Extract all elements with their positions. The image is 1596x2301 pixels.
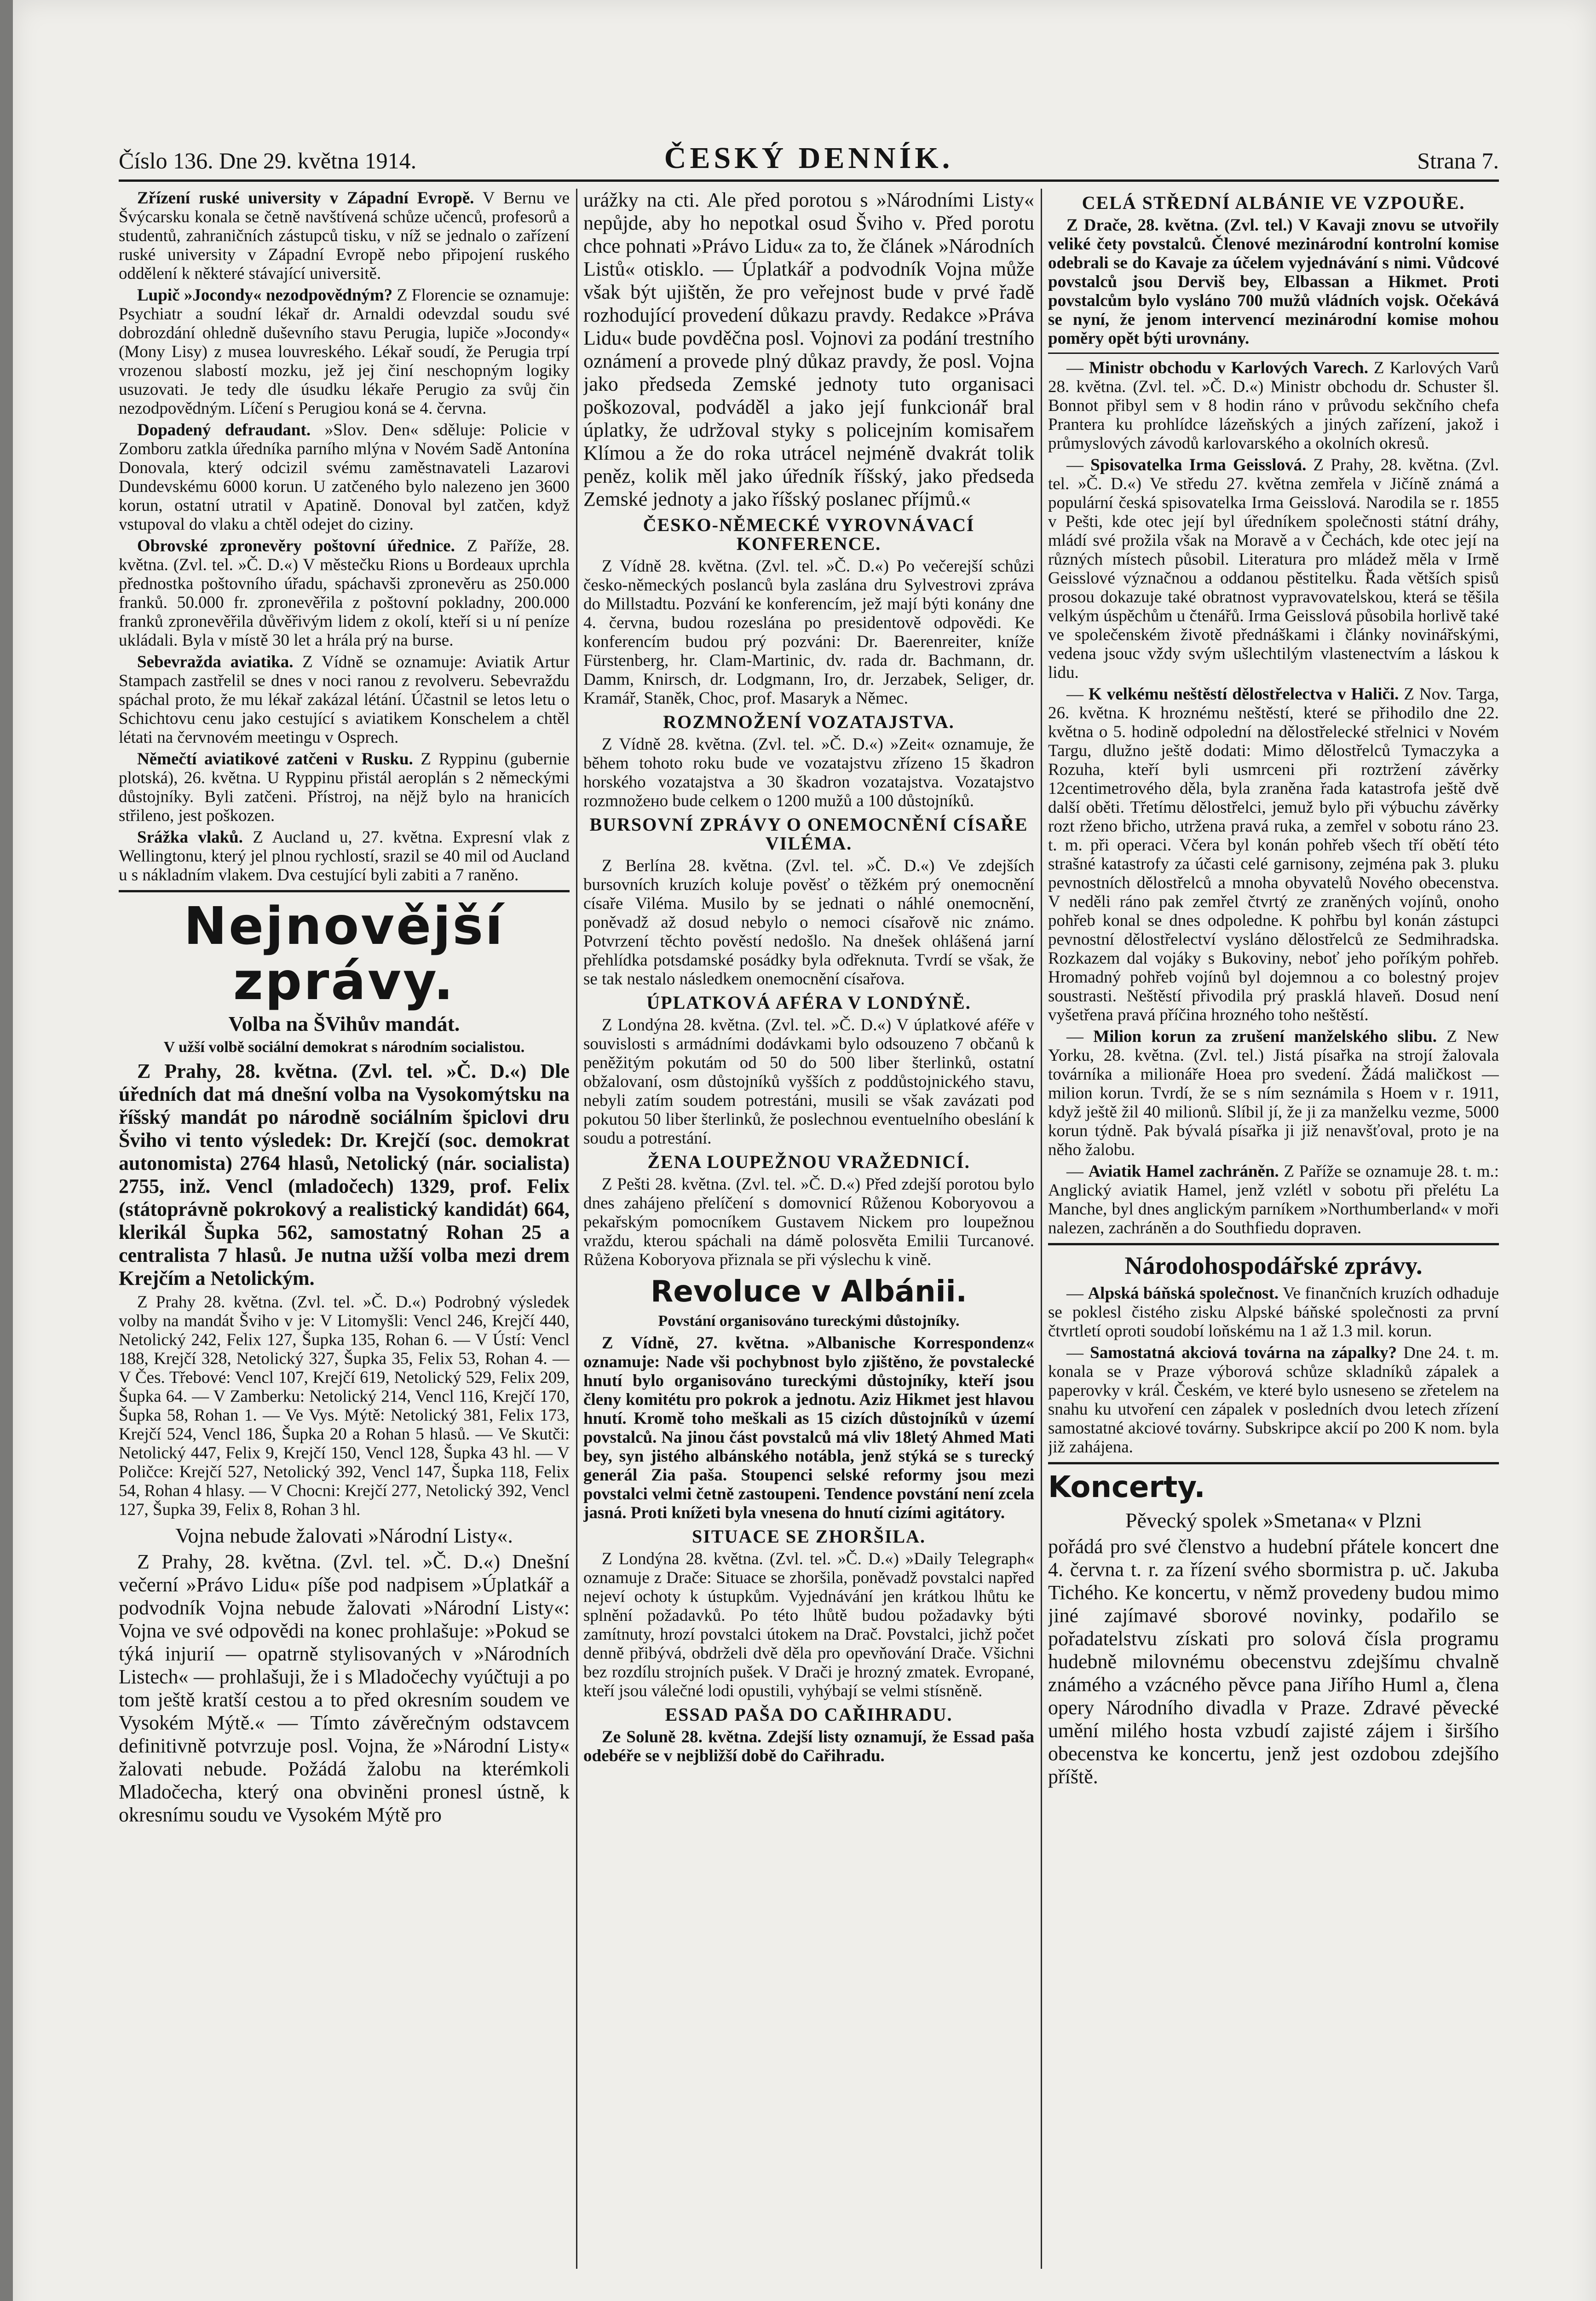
column-3 (1048, 189, 1499, 2278)
article-text: Z Aucland u, 27. května. Expresní vlak z Wellingtonu, který jel plnou rychlostí, srazil se 40 mil od Aucland u s nákladním vlakem. Dva cestující byli zabiti a 7 raněno. (119, 828, 570, 885)
section-title: Koncerty. (1048, 1470, 1205, 1504)
article-text: Ve finančních kruzích odhaduje se poklesl čistého zisku Alpské báňské společnosti za první čtvrtletí oproti soudobí loňskému na 1 až 1.3 mil. korun. (1048, 1284, 1499, 1341)
divider (1048, 353, 1499, 354)
article-headline: Milion korun za zrušení manželského slibu. (1093, 1027, 1437, 1046)
article: — Aviatik Hamel zachráněn. Z Paříže se oznamuje 28. t. m.: Anglický aviatik Hamel, jenž vzlétl v sobotu při přelétu La Manche, byl dnes anglickým parníkem »Northumberland« v moři nalezen, zachráněn a do Southfiedu dopraven. (1048, 1162, 1499, 1237)
article (119, 286, 570, 418)
article-text: Z Berlína 28. května. (Zvl. tel. »Č. D.«) Ve zdejších bursovních kruzích koluje pověsť o těžkém prý onemocnění císaře Viléma. Musilo by se jednati o náhlé onemocnění, poněvadž až dosud nebylo o nemoci císařově nic známo. Potvrzení těchto pověstí nedošlo. Na dnešek ohlášená jarní přehlídka potsdamské posádky byla odřeknuta. Tvrdí se však, že se tak nestalo následkem onemocnění císařova. (583, 856, 1034, 989)
article-text: Z Karlových Varů 28. května. (Zvl. tel. »Č. D.«) Ministr obchodu dr. Schuster šl. Bonnot přibyl sem v 8 hodin ráno v průvodu sekčního chefa Prantera ku prohlídce lázeňských a jiných zařízení, jakož i průmyslových závodů karlovarského a okolních okresů. (1048, 358, 1499, 453)
headline: Pěvecký spolek »Smetana« v Plzni (1125, 1509, 1422, 1532)
article-text: Z Florencie se oznamuje: Psychiatr a soudní lékař dr. Arnaldi odevzdal soudu své dobrozdání ohledně duševního stavu Perugia, lupiče »Jocondy« (Mony Lisy) z musea louvreského. Lékař soudí, že Perugia trpí vrozenou slabostí mozku, jež jej činí neschopným logiky usuzovati. Je tedy dle úsudku lékaře Perugio za svůj čin nezodpovědným. Líčení s Perugiou koná se 4. června. (119, 286, 570, 418)
article-headline: Dopadený defraudant. (137, 421, 311, 439)
section-divider (119, 890, 570, 892)
article-text: Z Nov. Targa, 26. května. K hroznému neštěstí, které se přihodilo dne 22. května o 5. hodině odpolední na dělostřelecké střelnici v Novém Targu, dlužno ještě dodati: Mimo dělostřelců Tymaczyka a Rozuha, kteří byli usmrceni při roztržení závěrky 12centimetrového děla, byla zraněna řada katastrofa ještě dvě další oběti. Třetímu dělostřelci, jemuž bylo při výbuchu závěrky rozt rženo břicho, utržena pravá ruka, a zemřel v sobotu ráno 23. t. m. při operaci. Včera byl konán pohřeb všech tří obětí této strašné katastrofy za účasti celé garnisony, zejména pak 3. pluku pevnostních dělostřelců a mnoha obyvatelů Nového obecenstva. V neděli ráno pak zemřel čtvrtý ze zraněných vojínů, onoho pohřeb konal se dnes odpoledne. K pohřbu byl konán zástupci pevnostní dělostřelectví vysláno dělostřelců ze Sedmihradska. Rozkazem dal vojáky s Bukoviny, neboť jeho poříkým pohřeb. Hromadný pohřeb vojínů byl dojemnou a co bolestný projev soustrasti. Neštěstí přivodila prý prasklá hlaveň. Dosud není vyšetřena pravá příčina hrozného toho neštěstí. (1048, 685, 1499, 1024)
article-text: Z Londýna 28. května. (Zvl. tel. »Č. D.«) V úplatkové aféře v souvislosti s armádními dodávkami bylo odsouzeno 7 občanů k peněžitým pokutám od 50 do 500 liber šterlinků, ostatní obžalovaní, osm důstojníků vyšších z poddůstojnického stavu, nebyli zatím soudem potrestáni, musili se však zavázati pod pokutou 50 liber šterlinků, že poslechnou eventuelního obeslání k soudu a potrestání. (583, 1016, 1034, 1148)
subheadline: V užší volbě sociální demokrat s národním socialistou. (163, 1039, 525, 1056)
article (119, 828, 570, 885)
article-headline: Lupič »Jocondy« nezodpovědným? (137, 286, 393, 305)
article: — Alpská báňská společnost. Ve finančních kruzích odhaduje se poklesl čistého zisku Alpské báňské společnosti za první čtvrtletí oproti soudobí loňskému na 1 až 1.3 mil. korun. (1048, 1284, 1499, 1341)
article-text: Z Ryppinu (gubernie plotská), 26. května. U Ryppinu přistál aeroplán s 2 německými důstojníky. Byli zatčeni. Přístroj, na nějž bylo na hranicích střileno, jest poškozen. (119, 750, 570, 825)
article-headline: Srážka vlaků. (137, 828, 243, 847)
column-rule (1041, 189, 1042, 2269)
article: — Milion korun za zrušení manželského slibu. Z New Yorku, 28. května. (Zvl. tel.) Jistá písařka na strojí žalovala továrníka a milionáře Hoea pro svedení. Žádá maličkost — milion korun. Tvrdí, že se s ním seznámila s Hoem v r. 1911, když ještě žil 40 milionů. Slíbil jí, že ji za manželku vezme, 5000 korun týdně. Pak bývalá písařka ji již nenavšťoval, proto je na něho žalobu. (1048, 1027, 1499, 1159)
article-headline: Sebevražda aviatika. (137, 653, 294, 671)
page-header (119, 138, 1499, 182)
article-headline: Němečtí aviatikové zatčeni v Rusku. (137, 750, 413, 769)
article-text: Z Paříže se oznamuje 28. t. m.: Anglický aviatik Hamel, jenž vzlétl v sobotu při přelétu La Manche, byl dnes anglickým parníkem »Northumberland« v moři nalezen, zachráněn a do Southfiedu dopraven. (1048, 1162, 1499, 1237)
article (119, 750, 570, 825)
headline: ŽENA LOUPEŽNOU VRAŽEDNICÍ. (647, 1151, 970, 1172)
section-title: Revoluce v Albánii. (651, 1275, 967, 1309)
article-text: Z Londýna 28. května. (Zvl. tel. »Č. D.«) »Daily Telegraph« oznamuje z Drače: Situace se zhoršila, poněvadž povstalci napřed nejeví ochoty k ústupkům. Vyjednávání jen krátkou lhůtu ke splnění požadavků. Po této lhůtě budou požadavky býti zamítnuty, hrozí povstalci útokem na Drač. Povstalci, jichž počet denně přibývá, obdrželi dvě děla pro opevňování Drače. Všichni bez rozdílu strojních pušek. V Drači je hrozný zmatek. Evropané, kteří jsou válečné lodi opustili, vyhýbají se velmi stísněně. (583, 1549, 1034, 1700)
article-text: pořádá pro své členstvo a hudební přátele koncert dne 4. června t. r. za řízení svého sbormistra p. uč. Jakuba Tichého. Ke koncertu, v němž provedeny budou mimo jiné zajímavé sborové novinky, podařilo se pořadatelstvu získati pro solová čísla programu hudebně milovnému obecenstvu zdejšímu chvalně známého a vzácného pěvce pana Jiřího Huml a, člena opery Národního divadla v Praze. Zdravé pěvecké umění milého hosta vzbudí zajisté zájem i širšího obecenstva ke koncertu, jenž jest ozdobou zdejšího příště. (1048, 1535, 1499, 1788)
headline: SITUACE SE ZHORŠILA. (692, 1526, 926, 1547)
article: — Spisovatelka Irma Geisslová. Z Prahy, 28. května. (Zvl. tel. »Č. D.«) Ve středu 27. května zemřela v Jičíně známá a populární česká spisovatelka Irma Geisslová. Narodila se r. 1855 v Pešti, kde otec její byl úředníkem společnosti státní dráhy, mládí své prožila však na Moravě a v Čechách, kde otec její na různých místech působil. Literatura pro mládež měla v Irmě Geisslové význačnou a oddanou pěstitelku. Řada větších spisů prosou dokazuje také obratnost vypravovatelskou, která se těšila velkým úspěchům u čtenářů. Irma Geisslová působila horlivě také ve společenském životě přednáškami i články novinářskými, vedena jsouc vždy svým ušlechtilým vlastenectvím a láskou k lidu. (1048, 456, 1499, 682)
article-text: Z Prahy 28. května. (Zvl. tel. »Č. D.«) Podrobný výsledek volby na mandát Šviho v je: V Litomyšli: Vencl 246, Krejčí 440, Netolický 242, Felix 127, Šupka 135, Rohan 6. — V Ústí: Vencl 188, Krejčí 328, Netolický 327, Šupka 35, Felix 53, Rohan 4. — V Čes. Třebové: Vencl 107, Krejčí 619, Netolický 529, Felix 209, Šupka 64. — V Zamberku: Netolický 214, Vencl 116, Krejčí 170, Šupka 58, Rohan 1. — Ve Vys. Mýtě: Netolický 381, Felix 173, Krejčí 524, Vencl 186, Šupka 20 a Rohan 5 hlasů. — Ve Skutči: Netolický 447, Felix 9, Krejčí 150, Vencl 128, Šupka 43 hl. — V Poličce: Krejčí 527, Netolický 392, Vencl 147, Šupka 118, Felix 54, Rohan 4 hlasy. — V Chocni: Krejčí 277, Netolický 392, Vencl 127, Šupka 39, Felix 8, Rohan 3 hl. (119, 1293, 570, 1519)
lead-article-text: Z Prahy, 28. května. (Zvl. tel. »Č. D.«) Dle úředních dat má dnešní volba na Vysokomýtsku na říšský mandát po národně sociálním špiclovi dru Šviho vi tento výsledek: Dr. Krejčí (soc. demokrat autonomista) 2764 hlasů, Netolický (nár. socialista) 2755, inž. Vencl (mladočech) 1329, prof. Felix (státoprávně pokrokový a realistický kandidát) 664, klerikál Šupka 562, samostatný Rohan 25 a centralista 7 hlasů. Je nutna užší volba mezi drem Krejčím a Netolickým. (119, 1060, 570, 1289)
article-headline: Aviatik Hamel zachráněn. (1088, 1162, 1279, 1181)
article-text: Z Pešti 28. května. (Zvl. tel. »Č. D.«) Před zdejší porotou bylo dnes zahájeno přelíčení s domovnicí Růženou Koboryovou a pekařským pomocníkem Gustavem Nickem pro loupežnou vraždu, kterou spáchali na dámě polosvěta Emilii Turcanové. Růžena Koboryova přiznala se při výslechu k vině. (583, 1175, 1034, 1269)
article: — K velkému neštěstí dělostřelectva v Haliči. Z Nov. Targa, 26. května. K hroznému neštěstí, které se přihodilo dne 22. května o 5. hodině odpolední na dělostřelecké střelnici v Novém Targu, dlužno ještě dodati: Mimo dělostřelců Tymaczyka a Rozuha, kteří byli usmrceni při roztržení závěrky 12centimetrového děla, byla zraněna řada katastrofa ještě dvě další oběti. Třetímu dělostřelci, jemuž bylo při výbuchu závěrky rozt rženo břicho, utržena pravá ruka, a zemřel v sobotu ráno 23. t. m. při operaci. Včera byl konán pohřeb všech tří obětí této strašné katastrofy za účasti celé garnisony, zejména pak 3. pluku pevnostních dělostřelců a mnoha obyvatelů Nového obecenstva. V neděli ráno pak zemřel čtvrtý ze zraněných vojínů, onoho pohřeb konal se dnes odpoledne. K pohřbu byl konán zástupci pevnostní dělostřelectví vysláno dělostřelců ze Sedmihradska. Rozkazem dal vojáky s Bukoviny, neboť jeho poříkým pohřeb. Hromadný pohřeb vojínů byl dojemnou a co bolestný projev soustrasti. Neštěstí přivodila prý prasklá hlaveň. Dosud není vyšetřena pravá příčina hrozného toho neštěstí. (1048, 685, 1499, 1024)
article (119, 537, 570, 650)
article-text: »Slov. Den« sděluje: Policie v Zomboru zatkla úředníka parního mlýna v Novém Sadě Antonína Donovala, který odcizil svému zaměstnavateli Lazarovi Dundevskému 6000 korun. U zatčeného bylo nalezeno jen 3600 korun, ostatní utratil v Apatině. Donoval byl zatčen, když vstupoval do vlaku a chtěl odejet do ciziny. (119, 421, 570, 534)
article (119, 421, 570, 534)
headline: ROZMNOŽENÍ VOZATAJSTVA. (663, 711, 955, 732)
column-rule (576, 189, 577, 2269)
article (119, 653, 570, 747)
article-text: Z New Yorku, 28. května. (Zvl. tel.) Jistá písařka na strojí žalovala továrníka a milionáře Hoea pro svedení. Žádá maličkost — milion korun. Tvrdí, že se s ním seznámila s Hoem v r. 1911, když ještě žil 40 milionů. Slíbil jí, že ji za manželku vezme, 5000 korun týdně. Pak bývalá písařka ji již nenavšťoval, proto je na něho žalobu. (1048, 1027, 1499, 1159)
article-text: Ze Soluně 28. května. Zdejší listy oznamují, že Essad paša odebéře se v nejbližší době do Cařihradu. (583, 1728, 1034, 1765)
headline: BURSOVNÍ ZPRÁVY O ONEMOCNĚNÍ CÍSAŘE VILÉMA. (589, 814, 1028, 854)
article (119, 189, 570, 283)
column-1 (119, 189, 570, 2278)
headline: Volba na ŠVihův mandát. (228, 1012, 460, 1035)
article: — Samostatná akciová továrna na zápalky? Dne 24. t. m. konala se v Praze výborová schůze skladníků zápalek a paperovky v král. Českém, ve které bylo usneseno se zřetelem na snahu ku utvoření cen zápalek v posledních dvou letech zřízení samostatné akciové továrny. Subskripce akcií po 200 K nom. byla již zahájena. (1048, 1343, 1499, 1457)
article-headline: Obrovské zpronevěry poštovní úřednice. (137, 537, 455, 555)
article-text: Z Drače, 28. května. (Zvl. tel.) V Kavaji znovu se utvořily veliké čety povstalců. Členové mezinárodní kontrolní komise odebrali se do Kavaje za účelem vyjednávání s nimi. Vůdcové povstalců jsou Derviš bey, Elbassan a Hikmet. Proti povstalcům bylo vysláno 700 mužů vládních vojsk. Očekává se nyní, že jenom intervencí mezinárodní komise mohou poměry opět býti urovnány. (1048, 216, 1499, 348)
headline: Vojna nebude žalovati »Národní Listy«. (175, 1524, 513, 1547)
headline: ESSAD PAŠA DO CAŘIHRADU. (665, 1704, 953, 1725)
article-text: Z Vídně, 27. května. »Albanische Korrespondenz« oznamuje: Nade vši pochybnost bylo zjištěno, že povstalecké hnutí bylo organisováno tureckými důstojníky, kteří jsou členy komitétu pro pokrok a jednotu. Aziz Hikmet jest hlavou hnutí. Kromě toho meškali as 15 cizích důstojníků v území povstalců. Na jinou část povstalců má vliv 18letý Ahmed Mati bey, syn jistého albánského notábla, jenž stýká se s turecký generál Zia paša. Stoupenci selské reformy jsou mezi povstalci velmi četně zastoupeni. Tendence povstání není zcela jasná. Proti knížeti byla vnesena do hnutí cizími agitátory. (583, 1334, 1034, 1522)
page-number: Strana 7. (1417, 148, 1499, 173)
article-headline: Zřízení ruské university v Západní Evropě. (137, 189, 474, 208)
article-headline: Alpská báňská společnost. (1088, 1284, 1279, 1303)
article-text: Z Vídně se oznamuje: Aviatik Artur Stampach zastřelil se dnes v noci ranou z revolveru. Sebevraždu spáchal proto, že mu lékař zakázal létání. Účastnil se letos letu o Schichtovu cenu jako cestující s aviatikem Konschelem a chtěl létati na červnovém meetingu v Osprech. (119, 653, 570, 747)
issue-date: Číslo 136. Dne 29. května 1914. (119, 148, 417, 173)
section-title: Nejnovější zprávy. (184, 896, 505, 1012)
article-text: Z Vídně 28. května. (Zvl. tel. »Č. D.«) Po večerejší schůzi česko-německých poslanců byla zaslána dru Sylvestrovi zpráva do Millstadtu. Pozvání ke konferencím, jež mají býti konány dne 4. června, budou rozeslána po presidentově odpovědi. Ke konferencím budou prý pozváni: Dr. Baerenreiter, kníže Fürstenberg, hr. Clam-Martinic, dv. rada dr. Bachmann, dr. Damm, Knirsch, dr. Lodgmann, Iro, dr. Jerzabek, Seliger, dr. Kramář, Staněk, Choc, prof. Masaryk a Němec. (583, 557, 1034, 708)
section-title: Národohospodářské zprávy. (1124, 1252, 1423, 1279)
headline: ÚPLATKOVÁ AFÉRA V LONDÝNĚ. (646, 992, 971, 1013)
masthead-title: ČESKÝ DENNÍK. (664, 141, 954, 175)
article-text: V Bernu ve Švýcarsku konala se četně navštívená schůze učenců, profesorů a studentů, zahraničních zástupců tisku, v níž se jednalo o zařízení ruské university v Západní Evropě nebo připojení ruského oddělení k některé stávající universitě. (119, 189, 570, 283)
article-headline: K velkému neštěstí dělostřelectva v Haliči. (1088, 685, 1399, 704)
headline: CELÁ STŘEDNÍ ALBÁNIE VE VZPOUŘE. (1082, 192, 1465, 213)
section-divider (1048, 1243, 1499, 1245)
article-headline: Spisovatelka Irma Geisslová. (1090, 456, 1307, 474)
article-text: Z Prahy, 28. května. (Zvl. tel. »Č. D.«) Ve středu 27. května zemřela v Jičíně známá a populární česká spisovatelka Irma Geisslová. Narodila se r. 1855 v Pešti, kde otec její byl úředníkem společnosti státní dráhy, mládí své prožila však na Moravě a v Čechách, kde otec její na různých místech působil. Literatura pro mládež měla v Irmě Geisslové význačnou a oddanou pěstitelku. Řada větších spisů prosou dokazuje také obratnost vypravovatelskou, která se těšila velkým úspěchům u čtenářů. Irma Geisslová působila horlivě také ve společenském životě přednáškami i články novinářskými, vedena jsouc vždy svým ušlechtilým vlastenectvím a láskou k lidu. (1048, 456, 1499, 682)
article-text: Z Prahy, 28. května. (Zvl. tel. »Č. D.«) Dnešní večerní »Právo Lidu« píše pod nadpisem »Úplatkář a podvodník Vojna nebude žalovati »Národní Listy«: Vojna ve své odpovědi na konec prohlašuje: »Pokud se týká injurií — opatrně stylisovaných v »Národních Listech« — prohlašuji, že i s Mladočechy vyúčtuji a po tom ještě kratší cestou a to před okresním soudem ve Vysokém Mýtě.« — Tímto závěrečným odstavcem definitivně potvrzuje posl. Vojna, že »Národní Listy« žalovati nebude. Požádá žalobu na kterémkoli Mladočecha, který ona obviněni pronesl ústně, k okresnímu soudu ve Vysokém Mýtě pro (119, 1550, 570, 1826)
article-text: Dne 24. t. m. konala se v Praze výborová schůze skladníků zápalek a paperovky v král. Českém, ve které bylo usneseno se zřetelem na snahu ku utvoření cen zápalek v posledních dvou letech zřízení samostatné akciové továrny. Subskripce akcií po 200 K nom. byla již zahájena. (1048, 1343, 1499, 1457)
headline: ČESKO-NĚMECKÉ VYROVNÁVACÍ KONFERENCE. (643, 515, 975, 554)
newspaper-page (13, 0, 1596, 2301)
article-headline: Samostatná akciová továrna na zápalky? (1090, 1343, 1397, 1362)
article-headline: Ministr obchodu v Karlových Varech. (1089, 358, 1368, 377)
article-text: Z Paříže, 28. května. (Zvl. tel. »Č. D.«) V městečku Rions u Bordeaux uprchla přednostka poštovního úřadu, spáchavši zpronevěru as 250.000 franků. 50.000 fr. zpronevěřila z poštovní pokladny, 200.000 franků zpronevěřila důvěřivým lidem z okolí, kteří si u ní peníze ukládali. Byla v místě 30 let a hrála prý na burse. (119, 537, 570, 650)
article-text: Z Vídně 28. května. (Zvl. tel. »Č. D.«) »Zeit« oznamuje, že během tohoto roku bude ve vozatajstvu zřízeno 15 škadron horského vozatajstva a 30 škadron vozatajstva. Vozatajstvo rozmnožено bude celkem o 1200 mužů a 100 důstojníků. (583, 735, 1034, 810)
article: — Ministr obchodu v Karlových Varech. Z Karlových Varů 28. května. (Zvl. tel. »Č. D.«) Ministr obchodu dr. Schuster šl. Bonnot přibyl sem v 8 hodin ráno v průvodu sekčního chefa Prantera ku prohlídce lázeňských a jiných zařízení, jakož i průmyslových závodů karlovarského a okolních okresů. (1048, 358, 1499, 453)
subheadline: Povstání organisováno tureckými důstojníky. (658, 1312, 960, 1330)
article-text: urážky na cti. Ale před porotou s »Národními Listy« nepůjde, aby ho nepotkal osud Šviho v. Před porotu chce pohnati »Právo Lidu« za to, že článek »Národních Listů« otisklo. — Úplatkář a podvodník Vojna může však být ujištěn, že pro veřejnost bude v prvé řadě rozhodující provedení důkazu pravdy. Redakce »Práva Lidu« bude povděčna posl. Vojnovi za podání trestního oznámení a provede plný důkaz pravdy, že posl. Vojna jako předseda Zemské jednoty tuto organisaci poškozoval, podváděl a jako její funkcionář bral úplatky, že udržoval styky s policejním komisařem Klímou a že do roka utrácel nejméně dvakrát tolik peněz, kolik měl jako úředník říšský, jako předseda Zemské jednoty a jako říšský poslanec příjmů.« (583, 189, 1034, 510)
section-divider (1048, 1462, 1499, 1464)
column-2 (583, 189, 1034, 2278)
